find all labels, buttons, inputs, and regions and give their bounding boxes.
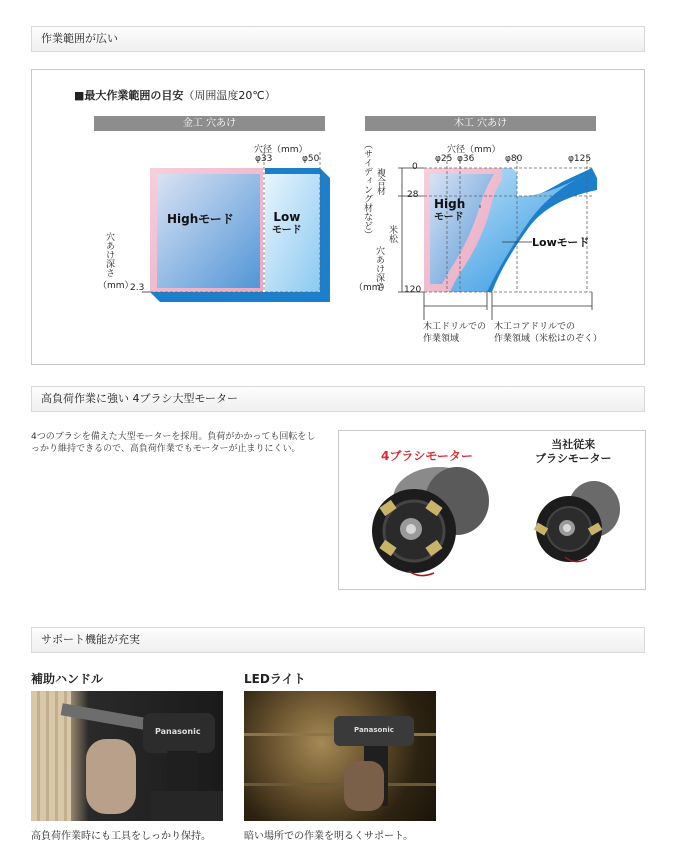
metal-header: 金工 穴あけ	[182, 118, 237, 129]
wood-d3: φ80	[505, 154, 523, 164]
wood-y28: 28	[407, 190, 419, 200]
wood-d2: φ36	[457, 154, 475, 164]
metal-low-label: Low モード	[272, 210, 302, 236]
four-brush-label: 4ブラシモーター	[381, 449, 473, 463]
wood-area-drill: 木工ドリルでの 作業領域	[423, 322, 487, 344]
feature-title-led: LEDライト	[244, 672, 306, 686]
metal-depth-label: 穴あけ深さ	[104, 232, 114, 277]
metal-d2: φ50	[302, 154, 320, 164]
section-title: 作業範囲が広い	[41, 32, 118, 45]
caption-handle: 高負荷作業時にも工具をしっかり保持。	[31, 831, 211, 842]
section-header-work-range	[31, 26, 645, 52]
wood-high-label: High モード	[434, 197, 466, 223]
motor-images	[339, 431, 645, 589]
conventional-motor-label: 当社従来 ブラシモーター	[535, 438, 612, 465]
wood-y120: 120	[404, 285, 422, 295]
wood-pine-label: 米松	[387, 225, 397, 243]
brand-logo: Panasonic	[155, 727, 201, 736]
metal-depth-value: 2.3	[130, 283, 145, 293]
wood-hole-label: 穴径（mm）	[447, 145, 501, 155]
metal-high-label: Highモード	[167, 212, 234, 226]
shelf-line	[244, 783, 436, 786]
section-title: 高負荷作業に強い 4ブラシ大型モーター	[41, 392, 239, 405]
brand-logo: Panasonic	[354, 726, 394, 734]
wood-composite-label: 複合材	[375, 168, 385, 195]
wood-header: 木工 穴あけ	[453, 118, 508, 129]
wood-d4: φ125	[568, 154, 592, 164]
drill-bit	[61, 703, 152, 730]
wood-area-core-drill: 木工コアドリルでの 作業領域（米松はのぞく）	[494, 322, 603, 344]
metal-d1: φ33	[255, 154, 273, 164]
hand	[344, 761, 384, 811]
wood-side-note: （サイディング材など）	[362, 140, 372, 239]
wood-low-label: Lowモード	[532, 236, 590, 249]
side-handle-photo	[31, 691, 223, 821]
battery	[151, 791, 223, 821]
four-brush-motor-image	[372, 467, 489, 576]
wood-y0: 0	[412, 162, 418, 172]
section-header-motor	[31, 386, 645, 412]
wood-depth-label: 穴あけ深さ	[374, 246, 384, 291]
section-header-support	[31, 627, 645, 653]
high-inner	[157, 174, 260, 288]
conventional-motor-image	[534, 481, 620, 562]
caption-led: 暗い場所での作業を明るくサポート。	[244, 831, 414, 842]
metal-hole-label: 穴径（mm）	[254, 145, 308, 155]
work-range-diagram	[31, 69, 645, 365]
motor-description: 4つのブラシを備えた大型モーターを採用。負荷がかかっても回転をし っかり維持できるので、高負荷作業でもモーターが止まりにくい。	[31, 432, 316, 454]
led-light-photo	[244, 691, 436, 821]
diagram-title: ■最大作業範囲の目安（周囲温度20℃）	[74, 89, 276, 102]
metal-depth-unit: （mm）	[98, 281, 134, 291]
wood-d1: φ25	[435, 154, 453, 164]
feature-title-handle: 補助ハンドル	[31, 672, 104, 686]
wood-depth-unit: （mm）	[354, 283, 390, 293]
section-title: サポート機能が充実	[41, 633, 140, 646]
hand	[86, 739, 136, 814]
motor-comparison	[338, 430, 646, 590]
diagram-graphics	[32, 70, 644, 364]
